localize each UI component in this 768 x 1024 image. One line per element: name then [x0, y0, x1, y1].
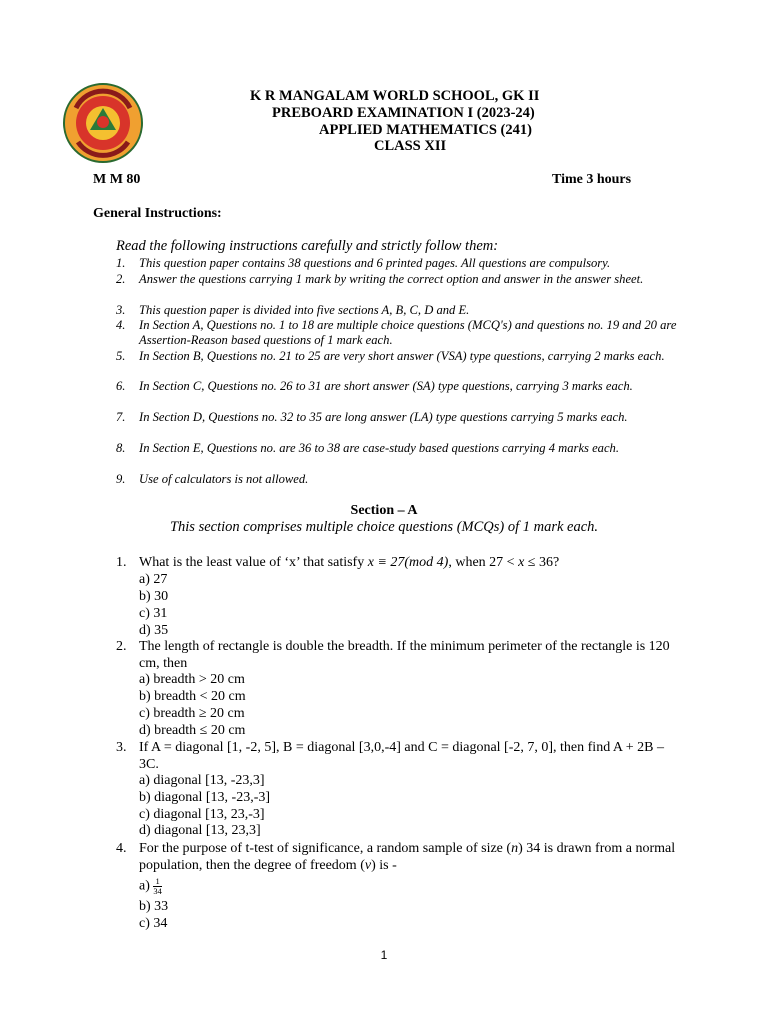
- instruction-item: 7. In Section D, Questions no. 32 to 35 are long answer (LA) type questions carrying 5 marks each.: [116, 410, 628, 424]
- question-2: 2. The length of rectangle is double the breadth. If the minimum perimeter of the rectangle is 120 cm, then: [116, 639, 670, 671]
- option: c) diagonal [13, 23,-3]: [139, 807, 265, 822]
- option: b) 33: [139, 899, 169, 914]
- question-1: 1. What is the least value of ‘x’ that satisfy x ≡ 27(mod 4), when 27 < x ≤ 36?: [116, 555, 560, 570]
- instruction-item: 6. In Section C, Questions no. 26 to 31 are short answer (SA) type questions, carrying 3 marks each.: [116, 379, 633, 393]
- instruction-item: 2. Answer the questions carrying 1 mark by writing the correct option and answer in the answer sheet.: [116, 272, 644, 286]
- max-marks: M M 80: [93, 172, 141, 187]
- general-instructions-heading: General Instructions:: [93, 206, 222, 221]
- option: b) breadth < 20 cm: [139, 689, 246, 704]
- subject-title: APPLIED MATHEMATICS (241): [319, 122, 532, 138]
- question-4: 4. For the purpose of t-test of significance, a random sample of size (n) 34 is drawn from a normal population, then the degree of freedom (v) is -: [116, 841, 676, 873]
- class-title: CLASS XII: [374, 138, 447, 154]
- instructions-intro: Read the following instructions carefully and strictly follow them:: [116, 238, 499, 254]
- option: d) 35: [139, 623, 169, 638]
- option: c) breadth ≥ 20 cm: [139, 706, 245, 721]
- option: a) $\frac{1}{34}$: [139, 876, 162, 896]
- option: a) 27: [139, 572, 168, 587]
- option: d) breadth ≤ 20 cm: [139, 723, 246, 738]
- school-logo: [62, 82, 144, 164]
- option: c) 34: [139, 916, 168, 931]
- school-name: K R MANGALAM WORLD SCHOOL, GK II: [250, 88, 540, 104]
- section-subtitle: This section comprises multiple choice questions (MCQs) of 1 mark each.: [169, 519, 599, 535]
- instruction-item: 9. Use of calculators is not allowed.: [116, 472, 309, 486]
- fraction: $\frac{1}{34}$: [153, 876, 162, 896]
- option: d) diagonal [13, 23,3]: [139, 823, 261, 838]
- instruction-item: 8. In Section E, Questions no. are 36 to 38 are case-study based questions carrying 4 marks each.: [116, 441, 620, 455]
- option: b) diagonal [13, -23,-3]: [139, 790, 271, 805]
- option: b) 30: [139, 589, 169, 604]
- option: a) diagonal [13, -23,3]: [139, 773, 265, 788]
- option: c) 31: [139, 606, 168, 621]
- option: a) breadth > 20 cm: [139, 672, 245, 687]
- time-allowed: Time 3 hours: [552, 172, 632, 187]
- instruction-item: 3. This question paper is divided into five sections A, B, C, D and E.: [116, 303, 470, 317]
- instruction-item: 5. In Section B, Questions no. 21 to 25 are very short answer (VSA) type questions, carrying 2 marks each.: [116, 349, 665, 363]
- page-number: 1: [380, 948, 388, 962]
- exam-title: PREBOARD EXAMINATION I (2023-24): [272, 105, 535, 121]
- instruction-item: 4. In Section A, Questions no. 1 to 18 are multiple choice questions (MCQ's) and questions no. 19 and 20 are Assertion-Reason based questions of 1 mark each.: [116, 318, 677, 348]
- instruction-item: 1. This question paper contains 38 questions and 6 printed pages. All questions are compulsory.: [116, 256, 611, 270]
- question-3: 3. If A = diagonal [1, -2, 5], B = diagonal [3,0,-4] and C = diagonal [-2, 7, 0], then find A + 2B – 3C.: [116, 740, 664, 772]
- section-title: Section – A: [350, 503, 418, 518]
